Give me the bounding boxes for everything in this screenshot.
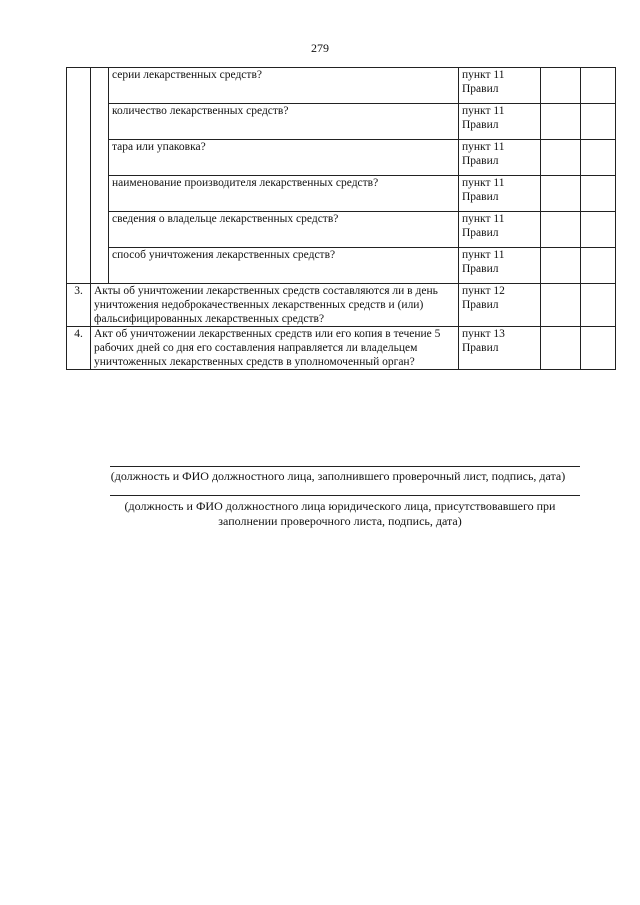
answer-cell: [541, 284, 581, 327]
table-row: [67, 104, 616, 140]
question-cell: количество лекарственных средств?: [109, 104, 459, 140]
note-cell: [581, 176, 616, 212]
note-cell: [581, 327, 616, 370]
table-row: [67, 327, 616, 370]
signature-line: [110, 466, 580, 467]
reference-cell: пункт 11 Правил: [459, 68, 541, 104]
note-cell: [581, 212, 616, 248]
answer-cell: [541, 248, 581, 284]
table-row: [67, 176, 616, 212]
answer-cell: [541, 212, 581, 248]
reference-cell: пункт 12 Правил: [459, 284, 541, 327]
reference-cell: пункт 13 Правил: [459, 327, 541, 370]
legal-entity-signature-caption: (должность и ФИО должностного лица юридического лица, присутствовавшего при заполнении проверочного листа, подпись, дата): [124, 499, 556, 528]
question-cell: способ уничтожения лекарственных средств?: [109, 248, 459, 284]
reference-cell: пункт 11 Правил: [459, 104, 541, 140]
table-row: [67, 140, 616, 176]
page-number: 279: [311, 41, 329, 55]
reference-cell: пункт 11 Правил: [459, 212, 541, 248]
question-cell: Акт об уничтожении лекарственных средств или его копия в течение 5 рабочих дней со дня его составления направляется ли владельцем уничтоженных лекарственных средств в уполномоченный орган?: [91, 327, 459, 370]
note-cell: [581, 68, 616, 104]
reference-cell: пункт 11 Правил: [459, 248, 541, 284]
note-cell: [581, 248, 616, 284]
reference-cell: пункт 11 Правил: [459, 140, 541, 176]
answer-cell: [541, 327, 581, 370]
inspector-signature-caption: (должность и ФИО должностного лица, заполнившего проверочный лист, подпись, дата): [110, 469, 566, 483]
question-cell: Акты об уничтожении лекарственных средств составляются ли в день уничтожения недоброкачественных лекарственных средств и (или) фальсифицированных лекарственных средств?: [91, 284, 459, 327]
reference-cell: пункт 11 Правил: [459, 176, 541, 212]
note-cell: [581, 140, 616, 176]
table-row: [67, 284, 616, 327]
table-row: [67, 212, 616, 248]
item-number: 4.: [67, 327, 91, 370]
question-cell: серии лекарственных средств?: [109, 68, 459, 104]
answer-cell: [541, 104, 581, 140]
question-cell: сведения о владельце лекарственных средств?: [109, 212, 459, 248]
answer-cell: [541, 140, 581, 176]
table-row: [67, 68, 616, 104]
question-cell: наименование производителя лекарственных средств?: [109, 176, 459, 212]
item-number: 3.: [67, 284, 91, 327]
answer-cell: [541, 176, 581, 212]
table-row: [67, 248, 616, 284]
signature-line: [110, 495, 580, 496]
note-cell: [581, 104, 616, 140]
answer-cell: [541, 68, 581, 104]
checklist-table: [66, 67, 616, 370]
note-cell: [581, 284, 616, 327]
question-cell: тара или упаковка?: [109, 140, 459, 176]
